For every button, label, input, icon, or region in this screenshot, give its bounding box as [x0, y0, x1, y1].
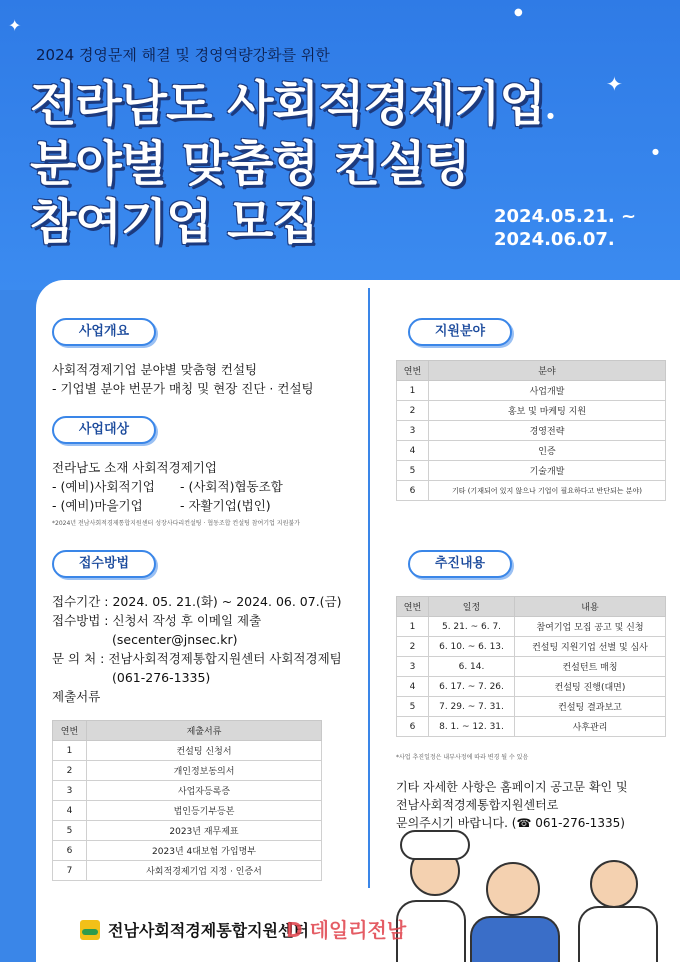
table-cell: 4 — [53, 801, 87, 821]
table-cell: 참여기업 모집 공고 및 신청 — [515, 617, 666, 637]
table-cell: 4 — [397, 441, 429, 461]
apply-method: 접수방법 : 신청서 작성 후 이메일 제출 — [52, 613, 262, 628]
sparkle-icon: ✦ — [606, 72, 623, 96]
table-cell: 인증 — [429, 441, 666, 461]
table-cell: 6. 14. — [429, 657, 515, 677]
docs-table — [52, 720, 322, 881]
target-text — [52, 458, 283, 515]
section-heading-apply: 접수방법 — [52, 550, 156, 578]
table-cell: 사업개발 — [429, 381, 666, 401]
table-header: 일정 — [429, 597, 515, 617]
table-row — [397, 617, 666, 637]
table-cell: 2023년 4대보험 가입명부 — [87, 841, 322, 861]
table-cell: 1 — [53, 741, 87, 761]
table-row — [53, 801, 322, 821]
table-row — [397, 381, 666, 401]
table-row — [397, 481, 666, 501]
target-item1: - (예비)사회적기업 — [52, 479, 155, 494]
table-cell: 사후관리 — [515, 717, 666, 737]
page-title-line2: 분야별 맞춤형 컨설팅 — [30, 136, 470, 192]
table-row — [53, 741, 322, 761]
table-cell: 3 — [397, 421, 429, 441]
schedule-table — [396, 596, 666, 737]
info-line2: 전남사회적경제통합지원센터로 — [396, 798, 559, 812]
apply-contact: 문 의 처 : 전남사회적경제통합지원센터 사회적경제팀 — [52, 651, 342, 666]
apply-email: (secenter@jnsec.kr) — [112, 632, 238, 647]
table-cell: 경영전략 — [429, 421, 666, 441]
table-header: 연번 — [53, 721, 87, 741]
table-row — [397, 401, 666, 421]
table-cell: 컨설팅 지원기업 선별 및 심사 — [515, 637, 666, 657]
table-cell: 법인등기부등본 — [87, 801, 322, 821]
table-cell: 6. 10. ~ 6. 13. — [429, 637, 515, 657]
table-header-row — [53, 721, 322, 741]
table-row — [397, 637, 666, 657]
table-cell: 5 — [397, 697, 429, 717]
table-cell: 3 — [53, 781, 87, 801]
table-row — [53, 821, 322, 841]
overview-line2: - 기업별 분야 번문가 매칭 및 현장 진단 · 컨설팅 — [52, 381, 314, 396]
table-cell: 6 — [397, 717, 429, 737]
table-cell: 1 — [397, 617, 429, 637]
table-cell: 컨설턴트 매칭 — [515, 657, 666, 677]
table-header-row — [397, 597, 666, 617]
overview-text — [52, 360, 314, 398]
sparkle-icon: ● — [514, 7, 523, 18]
target-item4: - 자활기업(법인) — [180, 498, 271, 513]
table-cell: 4 — [397, 677, 429, 697]
table-cell: 1 — [397, 381, 429, 401]
info-text — [396, 778, 628, 832]
chef-body-icon — [578, 906, 658, 962]
apply-text — [52, 592, 342, 706]
table-row — [397, 677, 666, 697]
table-cell: 홍보 및 마케팅 지원 — [429, 401, 666, 421]
apply-period: 접수기간 : 2024. 05. 21.(화) ~ 2024. 06. 07.(금) — [52, 594, 342, 609]
table-cell: 6 — [397, 481, 429, 501]
table-row — [397, 441, 666, 461]
target-item3: - (예비)마을기업 — [52, 498, 143, 513]
overview-line1: 사회적경제기업 분야별 맞춤형 컨설팅 — [52, 362, 258, 377]
organization-name: 전남사회적경제통합지원센터 — [108, 921, 309, 940]
section-heading-overview: 사업개요 — [52, 318, 156, 346]
table-header: 연번 — [397, 361, 429, 381]
table-cell: 2 — [397, 401, 429, 421]
table-cell: 컨설팅 신청서 — [87, 741, 322, 761]
table-cell: 6 — [53, 841, 87, 861]
table-row — [397, 717, 666, 737]
info-line3: 문의주시기 바랍니다. (☎ 061-276-1335) — [396, 816, 625, 830]
table-row — [53, 781, 322, 801]
table-cell: 2023년 재무제표 — [87, 821, 322, 841]
date-end: 2024.06.07. — [494, 228, 615, 250]
sparkle-icon: ✦ — [8, 16, 22, 35]
chef-body-icon — [396, 900, 466, 962]
chef-face-icon — [590, 860, 638, 908]
table-header: 연번 — [397, 597, 429, 617]
table-row — [53, 761, 322, 781]
column-divider — [368, 288, 370, 888]
chef-face-icon — [486, 862, 540, 916]
table-header-row — [397, 361, 666, 381]
date-start: 2024.05.21. ~ — [494, 206, 637, 227]
table-cell: 컨설팅 진행(대면) — [515, 677, 666, 697]
page-title-line3: 참여기업 모집 — [30, 194, 318, 250]
footer-logo — [80, 918, 309, 941]
table-cell: 7. 29. ~ 7. 31. — [429, 697, 515, 717]
fields-table — [396, 360, 666, 501]
table-cell: 2 — [397, 637, 429, 657]
table-cell: 사업자등록증 — [87, 781, 322, 801]
table-cell: 3 — [397, 657, 429, 677]
page-title-line1: 전라남도 사회적경제기업 — [30, 76, 545, 132]
table-header: 내용 — [515, 597, 666, 617]
apply-phone: (061-276-1335) — [112, 670, 211, 685]
section-heading-fields: 지원분야 — [408, 318, 512, 346]
chef-body-icon — [470, 916, 560, 962]
sparkle-icon: ● — [547, 111, 554, 120]
target-note: *2024년 전남사회적경제통합지원센터 성장사다리컨설팅 · 협동조합 컨설팅 참여기업 지원불가 — [52, 520, 300, 527]
table-row — [397, 461, 666, 481]
table-cell: 개인정보동의서 — [87, 761, 322, 781]
table-row — [397, 421, 666, 441]
target-line1: 전라남도 소재 사회적경제기업 — [52, 460, 217, 475]
organization-logo-icon — [80, 920, 100, 940]
watermark: D 데일리전남 — [286, 918, 407, 942]
table-header: 제출서류 — [87, 721, 322, 741]
table-header: 분야 — [429, 361, 666, 381]
section-heading-schedule: 추진내용 — [408, 550, 512, 578]
table-cell: 5 — [53, 821, 87, 841]
header-subtitle: 2024 경영문제 해결 및 경영역량강화를 위한 — [36, 46, 330, 64]
table-cell: 기타 (기재되어 있지 않으나 기업이 필요하다고 반단되는 분야) — [429, 481, 666, 501]
table-cell: 5. 21. ~ 6. 7. — [429, 617, 515, 637]
table-cell: 7 — [53, 861, 87, 881]
chef-hat-icon — [400, 830, 470, 860]
sparkle-icon: ● — [652, 147, 659, 156]
table-cell: 6. 17. ~ 7. 26. — [429, 677, 515, 697]
schedule-note: *사업 추진일정은 내부사정에 따라 변경 될 수 있음 — [396, 754, 529, 761]
table-row — [53, 861, 322, 881]
table-cell: 2 — [53, 761, 87, 781]
target-item2: - (사회적)협동조합 — [180, 479, 283, 494]
table-cell: 8. 1. ~ 12. 31. — [429, 717, 515, 737]
period-dates — [494, 206, 636, 251]
table-cell: 컨설팅 결과보고 — [515, 697, 666, 717]
table-row — [397, 657, 666, 677]
section-heading-target: 사업대상 — [52, 416, 156, 444]
table-row — [53, 841, 322, 861]
info-line1: 기타 자세한 사항은 홈페이지 공고문 확인 및 — [396, 780, 628, 794]
table-cell: 5 — [397, 461, 429, 481]
table-row — [397, 697, 666, 717]
docs-title: 제출서류 — [52, 689, 101, 704]
table-cell: 사회적경제기업 지정 · 인증서 — [87, 861, 322, 881]
table-cell: 기술개발 — [429, 461, 666, 481]
